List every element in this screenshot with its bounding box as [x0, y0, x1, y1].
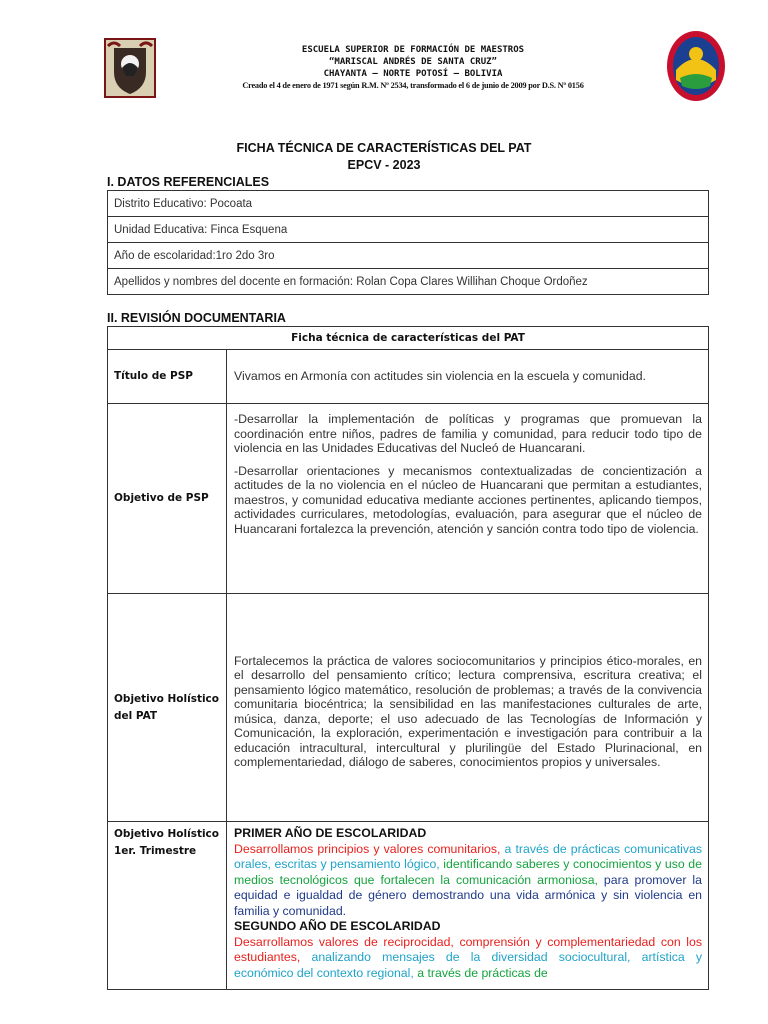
label-line: 1er. Trimestre — [114, 845, 197, 857]
section-heading-datos: I. DATOS REFERENCIALES — [107, 175, 270, 189]
table-row — [108, 594, 709, 822]
institution-name: ESCUELA SUPERIOR DE FORMACIÓN DE MAESTROS — [301, 45, 525, 55]
table-row — [108, 327, 709, 350]
objetivo-holistico-pat-value: Fortalecemos la práctica de valores sociocomunitarios y principios ético-morales, en el desarrollo del pensamiento crítico; lectura comprensiva, escritura creativa; el pensamiento lógico matemático, resolución de problemas; a través de la convivencia comunitaria biocéntrica; la sensibilidad en las manifestaciones culturales de arte, música, danza, deporte; el uso adecuado de las Tecnologías de Información y Comunicación, la exploración, experimentación e investigación para contribuir a la educación intracultural, intercultural y plurilingüe del Estado Plurinacional, en complementariedad, diálogo de saberes, conocimientos propios y universales. — [227, 594, 709, 822]
segundo-ano-text — [234, 935, 702, 982]
document-subtitle: EPCV - 2023 — [347, 158, 421, 172]
text-segment: identificando saberes y conocimientos y uso de medios tecnológicos que fortalecen la comunicación armoniosa, — [234, 857, 702, 887]
revision-documentaria-table — [107, 326, 709, 990]
section-heading-revision: II. REVISIÓN DOCUMENTARIA — [107, 311, 286, 325]
table-row — [108, 822, 709, 990]
table-header: Ficha técnica de características del PAT — [108, 327, 709, 350]
label-line: Objetivo Holístico — [114, 828, 219, 840]
docente-cell: Apellidos y nombres del docente en formación: Rolan Copa Clares Willihan Choque Ordoñez — [108, 269, 709, 295]
objetivo-psp-value — [227, 404, 709, 594]
text-segment: Desarrollamos principios y valores comunitarios, — [234, 841, 501, 856]
unidad-cell: Unidad Educativa: Finca Esquena — [108, 217, 709, 243]
table-row — [108, 350, 709, 404]
titulo-psp-value: Vivamos en Armonía con actitudes sin violencia en la escuela y comunidad. — [227, 350, 709, 404]
primer-ano-heading: PRIMER AÑO DE ESCOLARIDAD — [234, 826, 427, 840]
document-title: FICHA TÉCNICA DE CARACTERÍSTICAS DEL PAT — [236, 141, 532, 155]
table-row — [108, 404, 709, 594]
table-row — [108, 269, 709, 295]
label-line: Objetivo Holístico — [114, 692, 219, 705]
institution-header — [180, 44, 646, 92]
table-row — [108, 243, 709, 269]
table-row — [108, 191, 709, 217]
table-row — [108, 217, 709, 243]
escolaridad-cell: Año de escolaridad:1ro 2do 3ro — [108, 243, 709, 269]
text-segment: Desarrollamos valores de reciprocidad, comprensión y complementariedad con los estudiantes, — [234, 934, 702, 964]
text-segment: analizando mensajes de la diversidad sociocultural, artística y económico del contexto regional, — [234, 950, 702, 980]
objetivo-paragraph-2: -Desarrollar orientaciones y mecanismos contextualizadas de concientización a actitudes de la no violencia en el núcleo de Huancarani que permitan a estudiantes, maestros, y comunidad educativa mediante acciones pertinentes, aplicando tiempos, actividades curriculares, metodologías, evaluación, para asegurar que el núcleo de Huancarani fortalezca la prevención, atención y sanción contra todo tipo de violencia. — [234, 463, 702, 536]
datos-referenciales-table — [107, 190, 709, 295]
institution-location: CHAYANTA – NORTE POTOSÍ – BOLIVIA — [323, 69, 503, 79]
text-segment: a través de prácticas comunicativas orales, escritas y pensamiento lógico, — [234, 841, 702, 871]
school-crest-icon — [104, 38, 156, 98]
objetivo-paragraph-1: -Desarrollar la implementación de políticas y programas que promuevan la coordinación entre niños, padres de familia y comunidad, para reducir todo tipo de violencia en las Unidades Educativas del Nucleó de Huancarani. — [234, 412, 702, 455]
objetivo-holistico-pat-label — [108, 594, 227, 822]
objetivo-psp-label: Objetivo de PSP — [108, 404, 227, 594]
letterhead — [0, 30, 768, 102]
segundo-ano-heading: SEGUNDO AÑO DE ESCOLARIDAD — [234, 919, 441, 933]
text-segment: a través de prácticas de — [413, 965, 548, 980]
objetivo-trimestre-value — [227, 822, 709, 990]
institution-subtitle: “MARISCAL ANDRÉS DE SANTA CRUZ” — [329, 57, 497, 67]
institution-creation-note: Creado el 4 de enero de 1971 según R.M. Nº 2534, transformado el 6 de junio de 2009 por D.S. Nº 0156 — [242, 81, 584, 90]
primer-ano-text — [234, 842, 702, 920]
label-line: del PAT — [114, 709, 158, 722]
text-segment: para promover la equidad e igualdad de género demostrando una vida armónica y sin violencia en familia y comunidad. — [234, 872, 702, 918]
distrito-cell: Distrito Educativo: Pocoata — [108, 191, 709, 217]
institution-seal-icon — [666, 30, 726, 102]
titulo-psp-label: Título de PSP — [108, 350, 227, 404]
objetivo-trimestre-label — [108, 822, 227, 990]
